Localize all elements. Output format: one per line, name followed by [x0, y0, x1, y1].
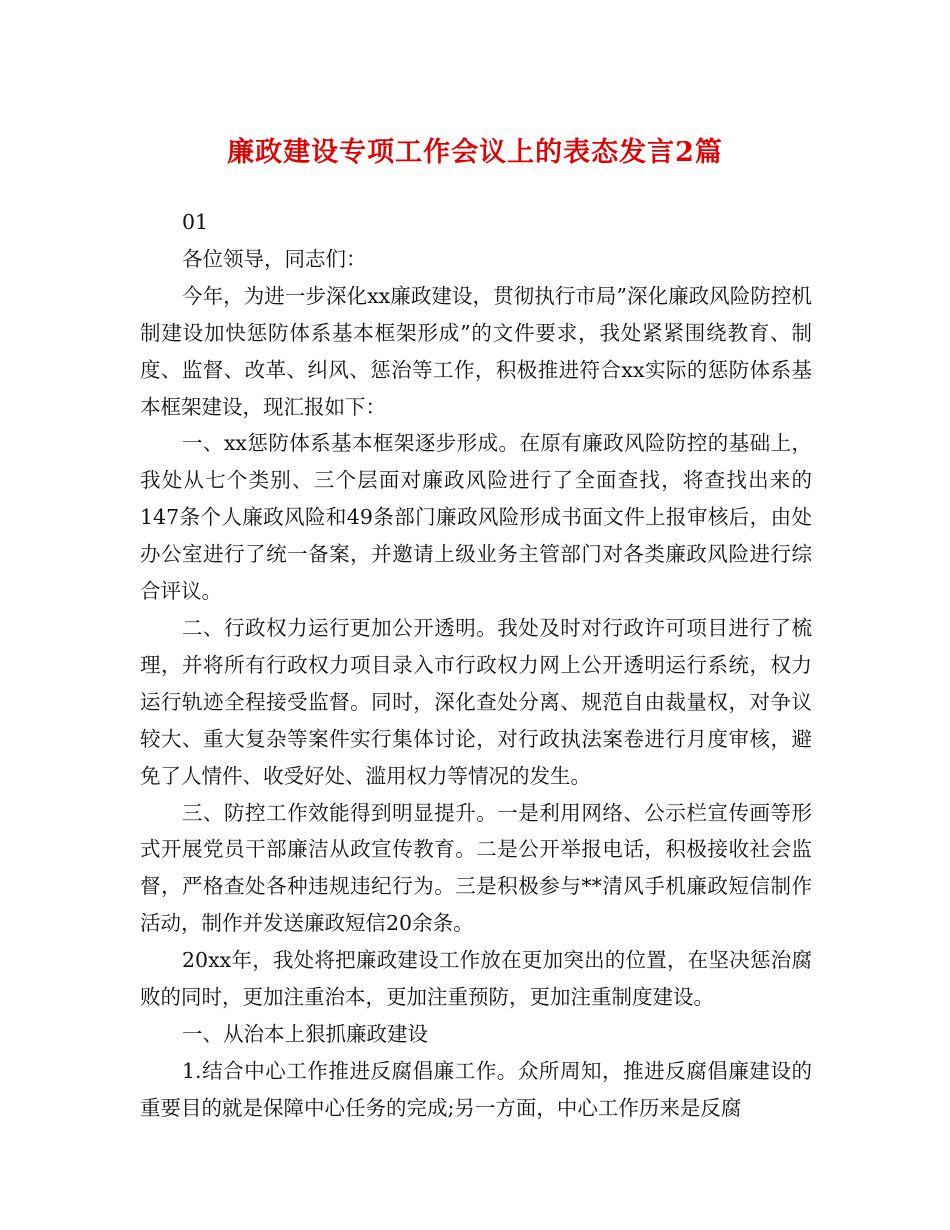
paragraph-plan: 20xx年，我处将把廉政建设工作放在更加突出的位置，在坚决惩治腐败的同时，更加注重治本，更加注重预防，更加注重制度建设。 [140, 948, 812, 1010]
paragraph-item-1: 1.结合中心工作推进反腐倡廉工作。众所周知，推进反腐倡廉建设的重要目的就是保障中心任务的完成;另一方面，中心工作历来是反腐 [140, 1058, 812, 1120]
salutation: 各位领导，同志们： [182, 246, 367, 271]
paragraph-point-1: 一、xx惩防体系基本框架逐步形成。在原有廉政风险防控的基础上，我处从七个类别、三个层面对廉政风险进行了全面查找，将查找出来的147条个人廉政风险和49条部门廉政风险形成书面文件上报审核后，由处办公室进行了统一备案，并邀请上级业务主管部门对各类廉政风险进行综合评议。 [140, 431, 812, 604]
paragraph-intro: 今年，为进一步深化xx廉政建设，贯彻执行市局”深化廉政风险防控机制建设加快惩防体系基本框架形成”的文件要求，我处紧紧围绕教育、制度、监督、改革、纠风、惩治等工作，积极推进符合xx实际的惩防体系基本框架建设，现汇报如下： [140, 283, 812, 419]
section-heading: 一、从治本上狠抓廉政建设 [182, 1021, 428, 1046]
paragraph-point-3: 三、防控工作效能得到明显提升。一是利用网络、公示栏宣传画等形式开展党员干部廉洁从政宣传教育。二是公开举报电话，积极接收社会监督，严格查处各种违规违纪行为。三是积极参与**清风手机廉政短信制作活动，制作并发送廉政短信20余条。 [140, 800, 812, 936]
section-number: 01 [182, 210, 209, 234]
document-body [140, 204, 812, 1127]
paragraph-point-2: 二、行政权力运行更加公开透明。我处及时对行政许可项目进行了梳理，并将所有行政权力项目录入市行政权力网上公开透明运行系统，权力运行轨迹全程接受监督。同时，深化查处分离、规范自由裁量权，对争议较大、重大复杂等案件实行集体讨论，对行政执法案卷进行月度审核，避免了人情件、收受好处、滥用权力等情况的发生。 [140, 615, 812, 788]
document-title: 廉政建设专项工作会议上的表态发言2篇 [227, 137, 723, 168]
